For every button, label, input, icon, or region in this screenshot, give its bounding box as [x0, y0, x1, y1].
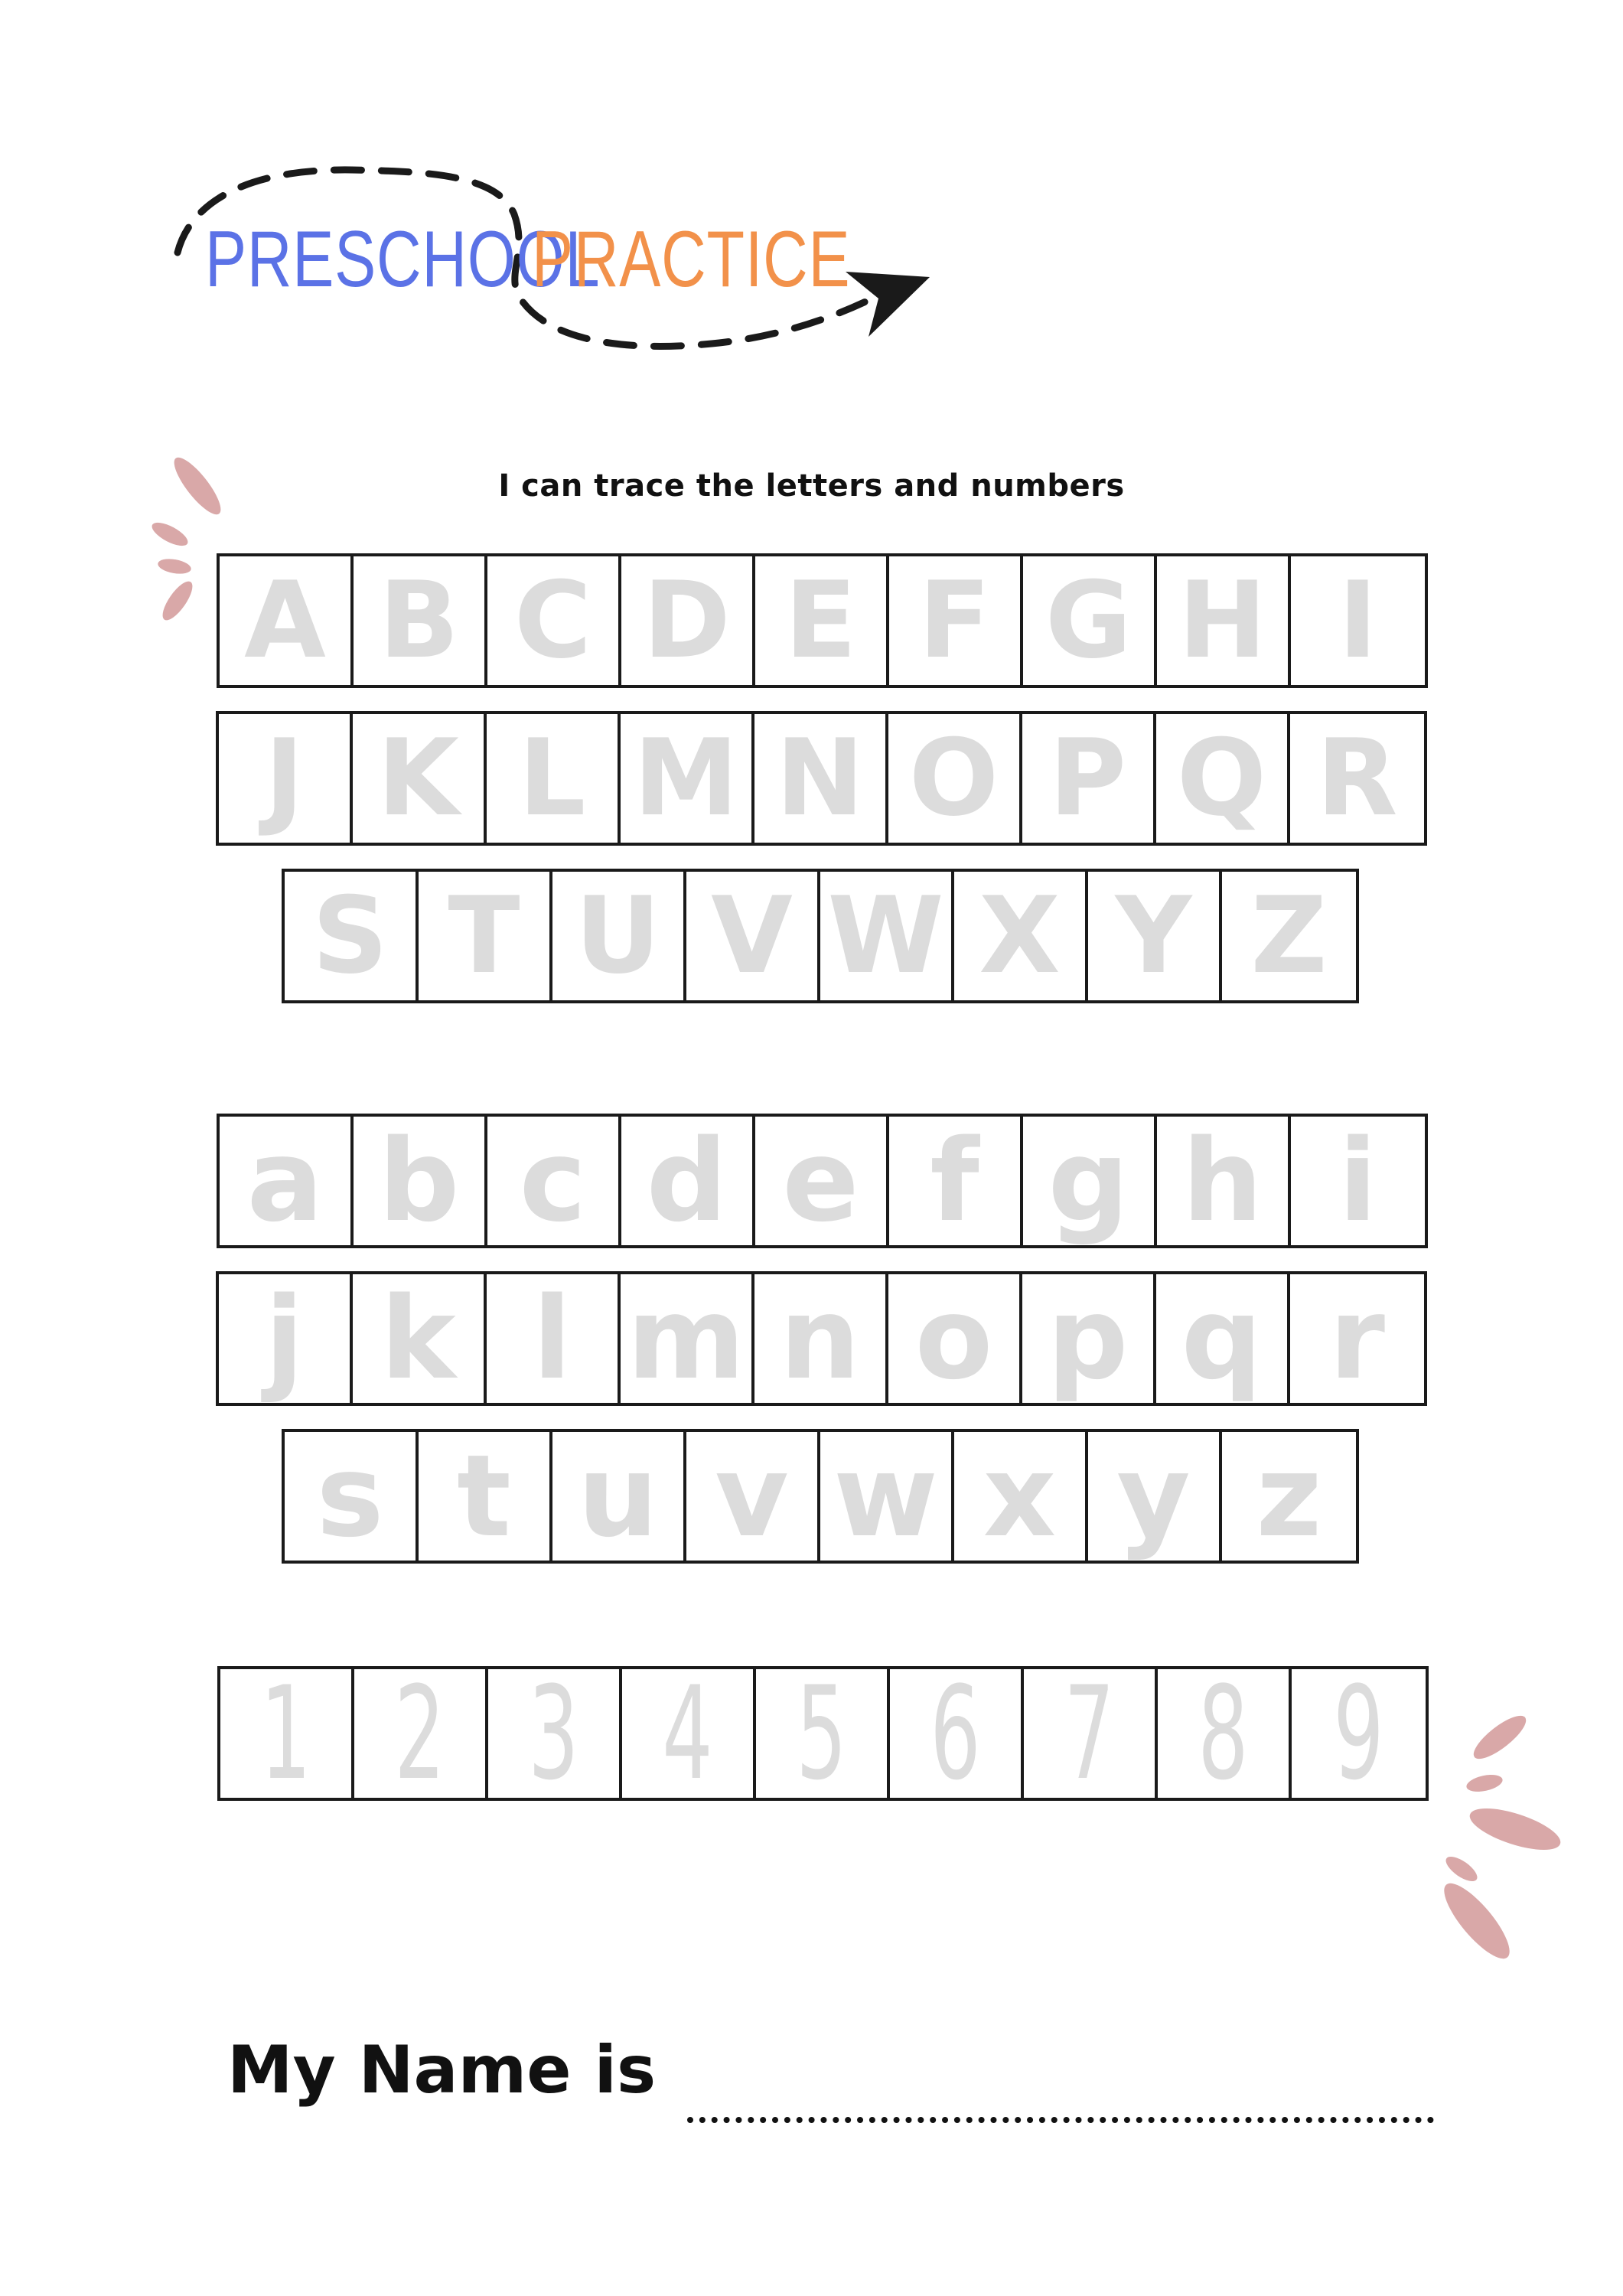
- uppercase-letter-cell: S: [285, 872, 419, 1000]
- lowercase-letter-cell: j: [219, 1274, 353, 1403]
- lowercase-letter-cell: c: [487, 1117, 621, 1245]
- number-cell: [622, 1669, 756, 1798]
- uppercase-row-2: [216, 711, 1427, 846]
- lowercase-letter-cell: m: [621, 1274, 754, 1403]
- lowercase-letter-cell: h: [1157, 1117, 1291, 1245]
- lowercase-letter-cell: z: [1256, 1432, 1322, 1561]
- uppercase-letter-cell: K: [353, 714, 487, 843]
- uppercase-letter-cell: Q: [1156, 714, 1290, 843]
- uppercase-letter-cell: C: [487, 556, 621, 685]
- lowercase-letter-cell: i: [1338, 1117, 1377, 1245]
- uppercase-letter-cell: W: [820, 872, 954, 1000]
- lowercase-letter-cell: v: [686, 1432, 820, 1561]
- lowercase-letter-cell: a: [220, 1117, 354, 1245]
- number-cell: [220, 1669, 354, 1798]
- lowercase-letter-cell: k: [353, 1274, 487, 1403]
- uppercase-letter-cell: U: [552, 872, 686, 1000]
- uppercase-letter-cell: V: [686, 872, 820, 1000]
- number-glyph: 6: [930, 1669, 981, 1798]
- uppercase-letter-cell: I: [1338, 559, 1378, 682]
- uppercase-letter-cell: D: [621, 556, 755, 685]
- uppercase-letter-cell: N: [754, 714, 888, 843]
- lowercase-letter-cell: p: [1022, 1274, 1156, 1403]
- numbers-row: [217, 1666, 1429, 1801]
- lowercase-letter-cell: g: [1023, 1117, 1157, 1245]
- dashed-arrow-icon: [0, 0, 1623, 398]
- lowercase-letter-cell: n: [754, 1274, 888, 1403]
- number-cell: [1292, 1669, 1426, 1798]
- lowercase-letter-cell: b: [354, 1117, 487, 1245]
- sparkle-icon: [1408, 1699, 1561, 1975]
- number-cell: [1158, 1669, 1292, 1798]
- uppercase-letter-cell: B: [354, 556, 487, 685]
- instruction-text: I can trace the letters and numbers: [498, 468, 1125, 504]
- number-glyph: 3: [528, 1669, 579, 1798]
- uppercase-letter-cell: M: [621, 714, 754, 843]
- uppercase-letter-cell: O: [888, 714, 1022, 843]
- number-cell: [488, 1669, 622, 1798]
- lowercase-letter-cell: y: [1088, 1432, 1222, 1561]
- lowercase-letter-cell: r: [1329, 1274, 1385, 1403]
- uppercase-letter-cell: H: [1157, 556, 1291, 685]
- number-glyph: 4: [662, 1669, 713, 1798]
- lowercase-row-1: [217, 1114, 1428, 1248]
- number-glyph: 9: [1333, 1669, 1384, 1798]
- lowercase-letter-cell: x: [954, 1432, 1088, 1561]
- uppercase-letter-cell: Y: [1088, 872, 1222, 1000]
- lowercase-letter-cell: e: [755, 1117, 889, 1245]
- uppercase-letter-cell: L: [487, 714, 621, 843]
- number-glyph: 1: [260, 1669, 311, 1798]
- uppercase-letter-cell: G: [1023, 556, 1157, 685]
- lowercase-letter-cell: f: [889, 1117, 1023, 1245]
- uppercase-letter-cell: R: [1316, 716, 1398, 840]
- number-glyph: 8: [1198, 1669, 1249, 1798]
- lowercase-letter-cell: q: [1156, 1274, 1290, 1403]
- name-label: My Name is: [227, 2032, 657, 2108]
- uppercase-row-3: [282, 869, 1359, 1003]
- uppercase-row-1: [217, 553, 1428, 688]
- lowercase-row-3: [282, 1429, 1359, 1564]
- uppercase-letter-cell: A: [220, 556, 354, 685]
- uppercase-letter-cell: Z: [1250, 874, 1328, 997]
- lowercase-letter-cell: w: [820, 1432, 954, 1561]
- number-cell: [354, 1669, 488, 1798]
- number-glyph: 2: [394, 1669, 445, 1798]
- lowercase-letter-cell: t: [419, 1432, 552, 1561]
- lowercase-letter-cell: o: [888, 1274, 1022, 1403]
- uppercase-letter-cell: T: [419, 872, 552, 1000]
- number-glyph: 5: [796, 1669, 847, 1798]
- number-cell: [756, 1669, 890, 1798]
- title-preschool: PRESCHOOL: [205, 215, 601, 304]
- title-practice: PRACTICE: [532, 215, 851, 304]
- uppercase-letter-cell: P: [1022, 714, 1156, 843]
- number-cell: [890, 1669, 1024, 1798]
- number-glyph: 7: [1064, 1669, 1115, 1798]
- uppercase-letter-cell: J: [219, 714, 353, 843]
- lowercase-letter-cell: l: [487, 1274, 621, 1403]
- lowercase-letter-cell: u: [552, 1432, 686, 1561]
- uppercase-letter-cell: E: [755, 556, 889, 685]
- lowercase-letter-cell: d: [621, 1117, 755, 1245]
- name-write-line[interactable]: [687, 2117, 1434, 2123]
- uppercase-letter-cell: X: [954, 872, 1088, 1000]
- uppercase-letter-cell: F: [889, 556, 1023, 685]
- lowercase-letter-cell: s: [285, 1432, 419, 1561]
- number-cell: [1024, 1669, 1158, 1798]
- lowercase-row-2: [216, 1271, 1427, 1406]
